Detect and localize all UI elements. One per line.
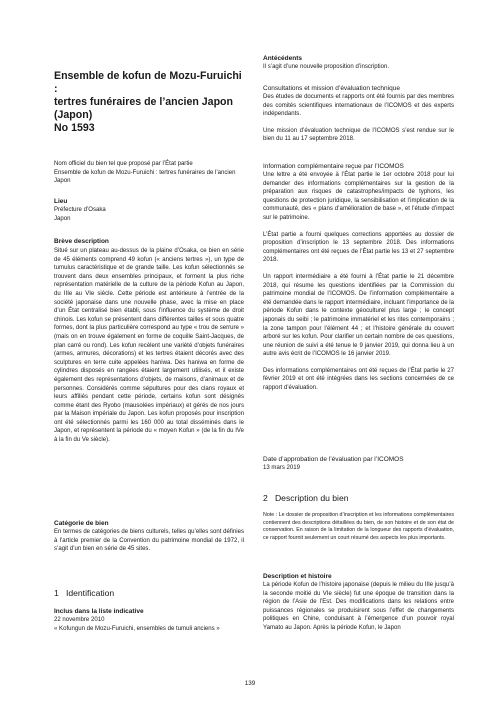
history-heading: Description et histoire bbox=[263, 573, 332, 580]
history-text: La période Kofun de l’histoire japonaise (depuis le milieu du IIIe jusqu’à la seconde moitié du VIe siècle) fut une époque de transition dans la région de l’Asie de l’Est. Des modifications dans les relations entre puissances régionales se produisirent sous l’effet de changements politiques en Chine, conduisant à l’émergence d’un pouvoir royal Yamato au Japon. Après la période Kofun, le Japon bbox=[263, 582, 454, 631]
location-block bbox=[54, 197, 244, 223]
location-line: Japon bbox=[54, 215, 71, 222]
note-text: Note : Le dossier de proposition d’inscription et les informations complémentaires contiennent des descriptions détaillées du bien, de son histoire et de son état de conservation. En raison de la limitation de la longueur des rapports d’évaluation, ce rapport fournit seulement un court résumé des aspects les plus importants. bbox=[263, 512, 454, 541]
title-line: No 1593 bbox=[54, 122, 95, 134]
additional-info-p1: Une lettre a été envoyée à l’État partie le 1er octobre 2018 pour lui demander des informations complémentaires sur la gestion de la préparation aux risques de catastrophes/impacts de typhons, les questions de protection juridique, la sensibilisation et l’implication de la communauté, des « plans d’amélioration de base », et l’étude d’impact sur le patrimoine. bbox=[263, 172, 454, 221]
official-name-label: Nom officiel du bien tel que proposé par l’État partie bbox=[54, 161, 193, 167]
consultations-heading: Consultations et mission d’évaluation technique bbox=[263, 85, 400, 92]
tentative-heading: Inclus dans la liste indicative bbox=[54, 608, 144, 615]
tentative-date: 22 novembre 2010 bbox=[54, 617, 105, 623]
official-name-block bbox=[54, 160, 244, 186]
antecedents-text: Il s’agit d’une nouvelle proposition d’inscription. bbox=[263, 64, 390, 70]
additional-info-p3: Un rapport intermédiaire a été fourni à l’État partie le 21 décembre 2018, qui résume les questions identifiées par la Commission du patrimoine mondial de l’ICOMOS. De l’information complémentaire a été demandée dans le rapport intermédiaire, incluant l’importance de la période Kofun dans le contexte géoculturel plus large ; le concept japonais du seibi ; le patrimoine immatériel et les rites contemporains ; la zone tampon pour l’élément 44 ; et l’histoire générale du couvert arboré sur les kofun. Pour clarifier un certain nombre de ces questions, une réunion de suivi a été tenue le 9 janvier 2019, qui donna lieu à un autre avis écrit de l’ICOMOS le 16 janvier 2019. bbox=[263, 273, 454, 358]
title-line: (Japon) bbox=[54, 109, 93, 121]
location-heading: Lieu bbox=[54, 198, 68, 205]
history-block bbox=[263, 572, 454, 633]
description-text: Situé sur un plateau au-dessus de la plaine d’Osaka, ce bien en série de 45 éléments comprend 49 kofun (« anciens tertres »), un type de tumulus caractéristique et de grande taille. Les kofun sélectionnés se trouvent dans deux ensembles principaux, et forment la plus riche représentation matérielle de la culture de la période Kofun au Japon, du IIIe au VIe siècle. Cette période est antérieure à l’entrée de la société japonaise dans une nouvelle phase, avec la mise en place d’un État centralisé bien établi, sous l’influence du système de droit chinois. Les kofun se présentent dans différentes tailles et sous quatre formes, dont la plus particulière correspond au type « trou de serrure » (mais on en trouve également en forme de coquille Saint-Jacques, de plan carré ou rond). Les kofun recèlent une variété d’objets funéraires (armes, armures, décorations) et les tertres étaient décorés avec des sculptures en terre cuite appelées haniwa. Des haniwa en forme de cylindres disposés en rangées étaient largement utilisés, et il existe également des représentations d’objets, de maisons, d’animaux et de personnes. Considérés comme sépultures pour des clans royaux et leurs affiliés pendant cette période, certains kofun sont désignés comme étant des Ryobo (mausolées impériaux) et gérés de nos jours par la Maison impériale du Japon. Les kofun proposés pour inscription ont été sélectionnés parmi les 160 000 au total disséminés dans le Japon, et représentent la période du « moyen Kofun » (de la fin du IVe à la fin du Ve siècle). bbox=[54, 248, 244, 444]
section-1-heading bbox=[54, 588, 244, 599]
tentative-list-block bbox=[54, 607, 244, 633]
consultations-block bbox=[263, 84, 454, 144]
category-block bbox=[54, 519, 244, 554]
antecedents-heading: Antécédents bbox=[263, 55, 303, 62]
tentative-name: « Kofungun de Mozu-Furuichi, ensembles de tumuli anciens » bbox=[54, 625, 220, 632]
location-line: Préfecture d’Osaka bbox=[54, 207, 106, 213]
section-number: 1 bbox=[54, 588, 59, 598]
title-line: Ensemble de kofun de Mozu-Furuichi : bbox=[54, 70, 242, 95]
approval-date: 13 mars 2019 bbox=[263, 465, 300, 471]
official-name-value: Ensemble de kofun de Mozu-Furuichi : tertres funéraires de l’ancien Japon bbox=[54, 169, 236, 185]
approval-block bbox=[263, 455, 454, 473]
section-title: Identification bbox=[65, 588, 115, 598]
category-heading: Catégorie de bien bbox=[54, 520, 109, 527]
mission-text: Une mission d’évaluation technique de l’ICOMOS s’est rendue sur le bien du 11 au 17 septembre 2018. bbox=[263, 127, 454, 143]
additional-info-block bbox=[263, 162, 454, 393]
description-block bbox=[54, 237, 244, 445]
additional-info-p4: Des informations complémentaires ont été reçues de l’État partie le 27 février 2019 et ont été intégrées dans les sections concernées de ce rapport d’évaluation. bbox=[263, 367, 454, 392]
antecedents-block bbox=[263, 54, 454, 72]
additional-info-heading: Information complémentaire reçue par l’ICOMOS bbox=[263, 163, 404, 170]
consultations-text: Des études de documents et rapports ont été fournis par des membres des comités scientifiques internationaux de l’ICOMOS et des experts indépendants. bbox=[263, 94, 454, 118]
title-line: tertres funéraires de l’ancien Japon bbox=[54, 96, 233, 108]
section-title: Description du bien bbox=[274, 493, 349, 503]
document-title bbox=[54, 70, 244, 135]
approval-heading: Date d’approbation de l’évaluation par l’ICOMOS bbox=[263, 456, 404, 463]
description-heading: Brève description bbox=[54, 238, 109, 245]
category-text: En termes de catégories de biens culturels, telles qu’elles sont définies à l’article premier de la Convention du patrimoine mondial de 1972, il s’agit d’un bien en série de 45 sites. bbox=[54, 529, 244, 553]
page-number: 139 bbox=[244, 680, 256, 687]
additional-info-p2: L’État partie a fourni quelques corrections apportées au dossier de proposition d’inscription le 13 septembre 2018. Des informations complémentaires ont été reçues de l’État partie les 13 et 27 septembre 2018. bbox=[263, 231, 454, 264]
section-2-heading bbox=[263, 493, 454, 504]
section-number: 2 bbox=[263, 493, 268, 503]
note-block bbox=[263, 512, 454, 542]
